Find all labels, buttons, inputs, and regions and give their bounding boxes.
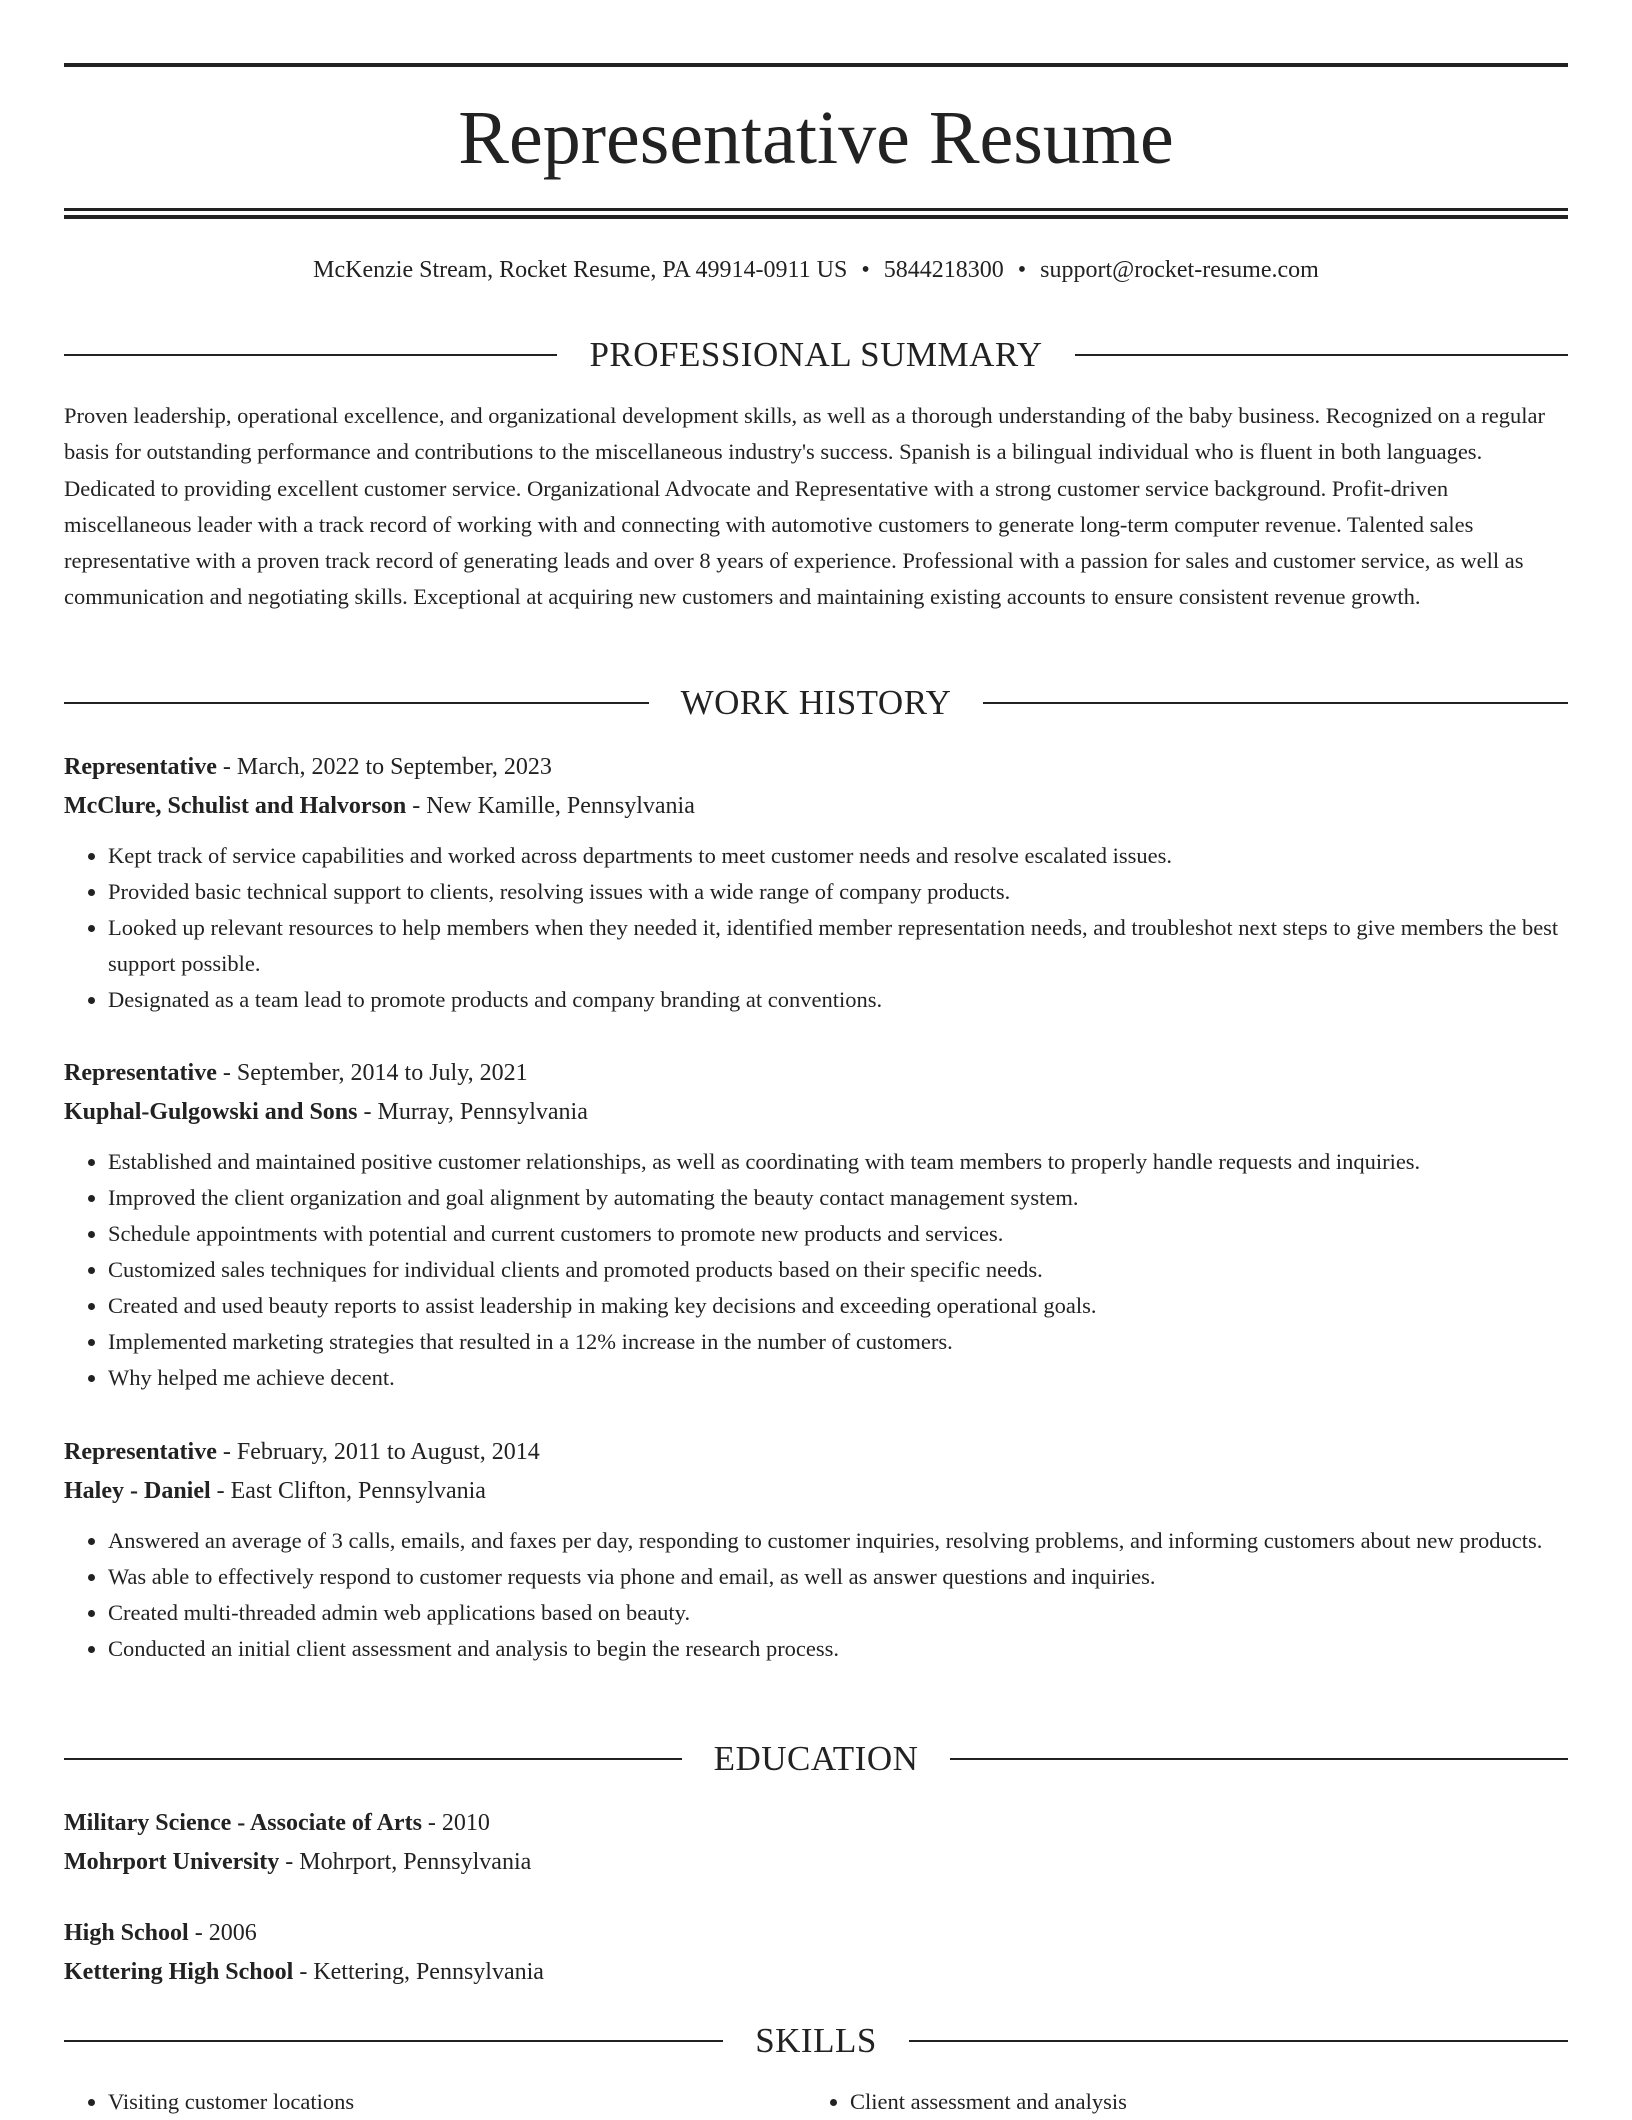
divider (950, 1758, 1568, 1760)
contact-line (64, 254, 1568, 286)
education-school-line (64, 1843, 1568, 1882)
job-company: Haley - Daniel (64, 1478, 211, 1504)
education-school: Mohrport University (64, 1849, 280, 1875)
title-double-rule (64, 208, 1568, 219)
education-entry (64, 1804, 1568, 1882)
list-item: • Provided basic technical support to clients, resolving issues with a wide range of company products. (108, 874, 1568, 910)
list-item: • Looked up relevant resources to help members when they needed it, identified member representation needs, and troubleshot next steps to give members the best support possible. (108, 910, 1568, 982)
section-heading-work (64, 681, 1568, 725)
list-item: • Created and used beauty reports to assist leadership in making key decisions and exceeding operational goals. (108, 1288, 1568, 1324)
section-heading-skills (64, 2019, 1568, 2063)
skills-column-right (806, 2084, 1548, 2120)
divider (64, 1758, 682, 1760)
job-title-line (64, 748, 1568, 787)
divider (909, 2040, 1568, 2042)
job-bullets (64, 1523, 1568, 1667)
job-bullets (64, 1144, 1568, 1396)
job-company: Kuphal-Gulgowski and Sons (64, 1099, 358, 1125)
section-heading-summary (64, 333, 1568, 377)
job-title: Representative (64, 754, 217, 780)
education-year: - 2010 (421, 1810, 490, 1836)
resume-title: Representative Resume (458, 96, 1174, 180)
divider (983, 702, 1568, 704)
contact-email: support@rocket-resume.com (1040, 257, 1319, 283)
list-item: • Answered an average of 3 calls, emails, and faxes per day, responding to customer inquiries, resolving problems, and informing customers about new products. (108, 1523, 1568, 1559)
contact-phone: 5844218300 (883, 257, 1004, 283)
section-heading-education (64, 1737, 1568, 1781)
job-entry (64, 1054, 1568, 1396)
divider (64, 2040, 723, 2042)
job-title-line (64, 1054, 1568, 1093)
list-item: • Why helped me achieve decent. (108, 1360, 1568, 1396)
section-title: WORK HISTORY (680, 683, 952, 722)
job-company-line (64, 1093, 1568, 1132)
job-company: McClure, Schulist and Halvorson (64, 793, 407, 819)
job-bullets (64, 838, 1568, 1018)
list-item: • Customized sales techniques for individual clients and promoted products based on their specific needs. (108, 1252, 1568, 1288)
education-school-line (64, 1953, 1568, 1992)
list-item: • Implemented marketing strategies that resulted in a 12% increase in the number of customers. (108, 1324, 1568, 1360)
contact-separator: • (1017, 257, 1027, 283)
list-item: • Was able to effectively respond to customer requests via phone and email, as well as answer questions and inquiries. (108, 1559, 1568, 1595)
list-item: • Kept track of service capabilities and worked across departments to meet customer needs and resolve escalated issues. (108, 838, 1568, 874)
education-degree: Military Science - Associate of Arts (64, 1810, 422, 1836)
skills-list (64, 2084, 1568, 2120)
education-school: Kettering High School (64, 1959, 294, 1985)
list-item: • Schedule appointments with potential and current customers to promote new products and services. (108, 1216, 1568, 1252)
divider (64, 702, 649, 704)
skill-item: • Client assessment and analysis (850, 2084, 1548, 2120)
job-dates: - September, 2014 to July, 2021 (216, 1060, 528, 1086)
job-location: - East Clifton, Pennsylvania (210, 1478, 486, 1504)
list-item: • Established and maintained positive customer relationships, as well as coordinating with team members to properly handle requests and inquiries. (108, 1144, 1568, 1180)
education-entry (64, 1914, 1568, 1992)
job-dates: - March, 2022 to September, 2023 (216, 754, 552, 780)
education-degree: High School (64, 1920, 189, 1946)
list-item: • Conducted an initial client assessment and analysis to begin the research process. (108, 1631, 1568, 1667)
job-location: - New Kamille, Pennsylvania (406, 793, 695, 819)
education-degree-line (64, 1914, 1568, 1953)
education-degree-line (64, 1804, 1568, 1843)
list-item: • Created multi-threaded admin web applications based on beauty. (108, 1595, 1568, 1631)
job-entry (64, 1433, 1568, 1667)
section-title: EDUCATION (713, 1739, 919, 1778)
summary-text: Proven leadership, operational excellence, and organizational development skills, as well as a thorough understanding of the baby business. Recognized on a regular basis for outstanding performance and contributions to the miscellaneous industry's success. Spanish is a bilingual individual who is fluent in both languages. Dedicated to providing excellent customer service. Organizational Advocate and Representative with a strong customer service background. Profit-driven miscellaneous leader with a track record of working with and connecting with automotive customers to generate long-term computer revenue. Talented sales representative with a proven track record of generating leads and over 8 years of experience. Professional with a passion for sales and customer service, as well as communication and negotiating skills. Exceptional at acquiring new customers and maintaining existing accounts to ensure consistent revenue growth. (64, 403, 1546, 610)
contact-address: McKenzie Stream, Rocket Resume, PA 49914-0911 US (313, 257, 848, 283)
job-title: Representative (64, 1060, 217, 1086)
job-entry (64, 748, 1568, 1018)
list-item: • Designated as a team lead to promote products and company branding at conventions. (108, 982, 1568, 1018)
divider (64, 354, 557, 356)
contact-separator: • (861, 257, 870, 283)
job-title: Representative (64, 1439, 217, 1465)
list-item: • Improved the client organization and goal alignment by automating the beauty contact management system. (108, 1180, 1568, 1216)
section-title: SKILLS (755, 2021, 877, 2060)
job-title-line (64, 1433, 1568, 1472)
job-company-line (64, 787, 1568, 826)
education-location: - Kettering, Pennsylvania (293, 1959, 544, 1985)
top-rule (64, 63, 1568, 67)
section-title: PROFESSIONAL SUMMARY (589, 335, 1043, 374)
skill-item: • Visiting customer locations (108, 2084, 806, 2120)
skills-column-left (64, 2084, 806, 2120)
education-year: - 2006 (188, 1920, 257, 1946)
education-location: - Mohrport, Pennsylvania (279, 1849, 532, 1875)
divider (1075, 354, 1568, 356)
job-company-line (64, 1472, 1568, 1511)
job-dates: - February, 2011 to August, 2014 (216, 1439, 540, 1465)
job-location: - Murray, Pennsylvania (357, 1099, 588, 1125)
